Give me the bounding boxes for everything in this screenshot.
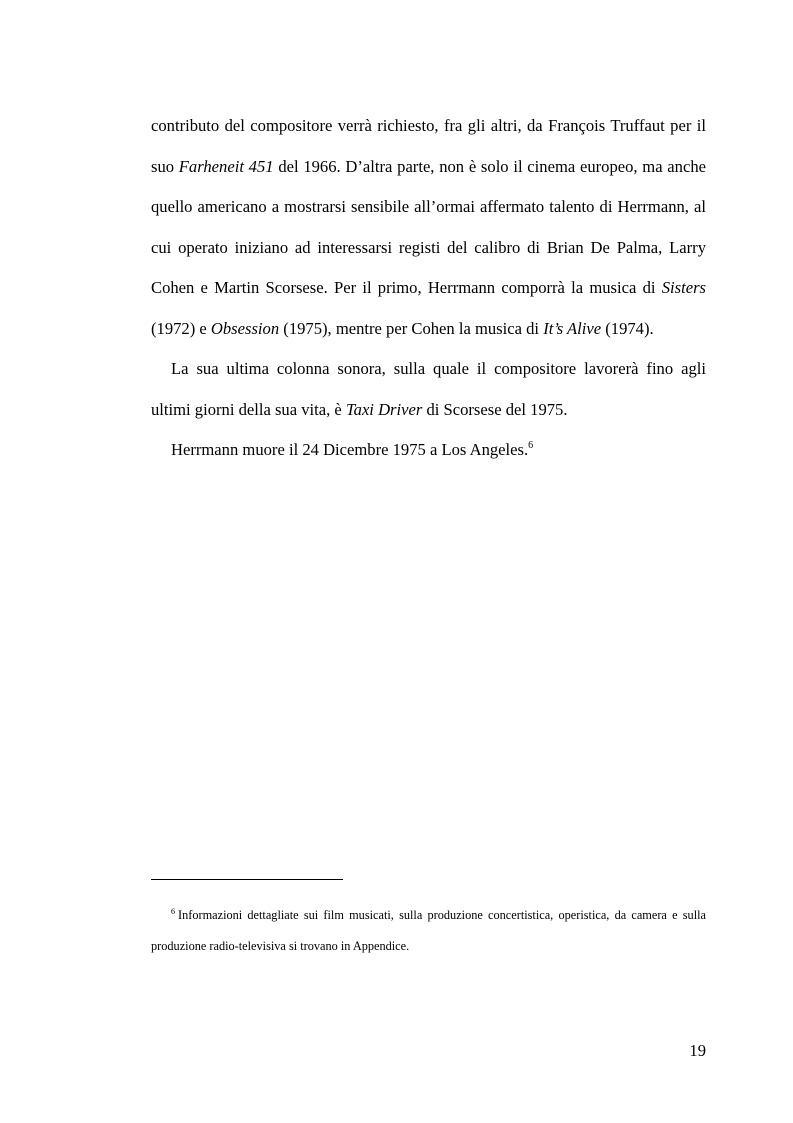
footnote-separator [151, 879, 343, 880]
film-title-farheneit: Farheneit 451 [178, 156, 274, 176]
paragraph-2 [151, 349, 706, 430]
footnote [151, 900, 706, 962]
film-title-sisters: Sisters [661, 278, 706, 297]
text-span: di Scorsese del 1975. [422, 399, 568, 419]
text-span: del 1966. D’altra parte, non è solo il cinema europeo, ma anche quello americano a mostrarsi sensibile all’ormai affermato talento di Herrmann, al cui operato iniziano ad interessarsi registi del calibro di Brian De Palma, Larry Cohen e Martin Scorsese. Per il primo, Herrmann comporrà la musica di [151, 156, 706, 297]
text-span: La sua ultima colonna sonora, sulla quale il compositore lavorerà fino agli ultimi giorni della sua vita, è [151, 359, 706, 419]
footnote-marker: 6 [171, 907, 175, 916]
text-span: contributo del compositore verrà richiesto, fra gli altri, da François Truffaut per il suo [151, 116, 706, 176]
film-title-taxi-driver: Taxi Driver [345, 399, 423, 419]
paragraph-3 [151, 430, 706, 471]
text-span: (1974). [601, 318, 654, 338]
film-title-obsession: Obsession [210, 318, 280, 338]
film-title-its-alive: It’s Alive [543, 318, 602, 338]
footnote-reference: 6 [528, 440, 534, 451]
text-span: Herrmann muore il 24 Dicembre 1975 a Los Angeles. [171, 440, 529, 459]
text-span: (1975), mentre per Cohen la musica di [279, 318, 544, 338]
footnote-text: Informazioni dettagliate sui film musicati, sulla produzione concertistica, operistica, da camera e sulla produzione radio-televisiva si trovano in Appendice. [151, 908, 706, 953]
body-text [151, 106, 706, 471]
paragraph-1 [151, 106, 706, 349]
page-number: 19 [689, 1041, 706, 1060]
text-span: (1972) e [151, 318, 211, 338]
